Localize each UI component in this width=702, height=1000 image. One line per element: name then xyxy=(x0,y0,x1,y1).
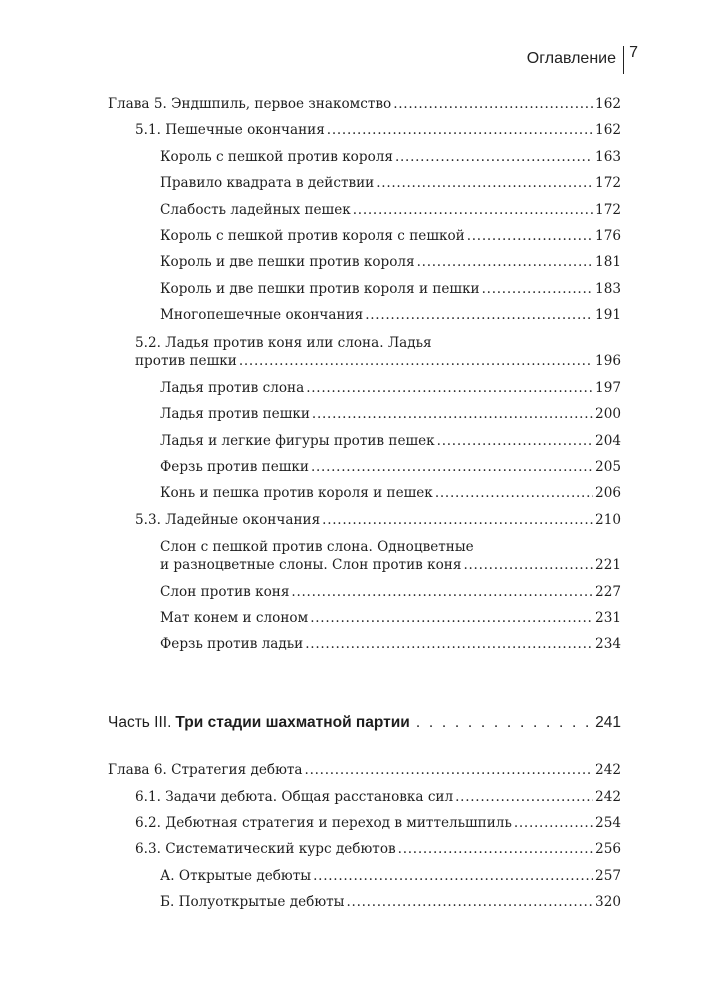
dot-leader xyxy=(514,815,593,832)
toc-entry-subsection[interactable] xyxy=(160,380,621,397)
dot-leader xyxy=(376,175,593,192)
toc-entry-page: 163 xyxy=(595,149,621,165)
toc-entry-subsection[interactable] xyxy=(160,254,621,271)
toc-entry-title: Конь и пешка против короля и пешек xyxy=(160,485,433,501)
toc-entry-subsection-line1[interactable]: Слон с пешкой против слона. Одноцветные xyxy=(160,539,474,555)
dot-leader xyxy=(306,380,593,397)
toc-entry-page: 241 xyxy=(595,714,621,731)
toc-entry-page: 183 xyxy=(595,281,621,297)
toc-entry-title: Король и две пешки против короля и пешки xyxy=(160,281,480,297)
dot-leader xyxy=(398,841,593,858)
toc-entry-title: Король с пешкой против короля с пешкой xyxy=(160,228,465,244)
toc-entry-title: Король с пешкой против короля xyxy=(160,149,393,165)
toc-entry-page: 204 xyxy=(595,433,621,449)
toc-entry-title: 5.3. Ладейные окончания xyxy=(135,512,321,528)
dot-leader xyxy=(311,459,593,476)
dot-leader xyxy=(365,307,593,324)
dot-leader xyxy=(305,762,594,779)
toc-entry-page: 234 xyxy=(595,636,621,652)
toc-entry-section[interactable] xyxy=(135,512,621,529)
toc-entry-page: 256 xyxy=(595,841,621,857)
toc-entry-page: 162 xyxy=(595,96,621,112)
toc-entry-subsection[interactable] xyxy=(160,636,621,653)
toc-entry-title: Слабость ладейных пешек xyxy=(160,202,351,218)
toc-entry-section[interactable] xyxy=(135,815,621,832)
toc-entry-page: 172 xyxy=(595,202,621,218)
toc-entry-title: Мат конем и слоном xyxy=(160,610,309,626)
toc-entry-page: 320 xyxy=(595,894,621,910)
toc-entry-title: 6.3. Систематический курс дебютов xyxy=(135,841,396,857)
dot-leader xyxy=(313,868,593,885)
toc-entry-title: Глава 5. Эндшпиль, первое знакомство xyxy=(108,96,392,112)
dot-leader xyxy=(353,202,593,219)
running-header xyxy=(527,44,624,74)
toc-entry-subsection[interactable] xyxy=(160,610,621,627)
toc-entry-title: Б. Полуоткрытые дебюты xyxy=(160,894,345,910)
dot-leader xyxy=(417,254,593,271)
toc-entry-title: Слон против коня xyxy=(160,584,290,600)
toc-entry-title: Ферзь против пешки xyxy=(160,459,309,475)
dot-leader xyxy=(322,512,593,529)
toc-entry-subsection[interactable] xyxy=(160,868,621,885)
toc-entry-page: 172 xyxy=(595,175,621,191)
dot-leader xyxy=(291,584,593,601)
toc-entry-section[interactable] xyxy=(135,789,621,806)
header-divider xyxy=(623,46,624,74)
dot-leader xyxy=(435,485,593,502)
toc-entry-subsection[interactable] xyxy=(160,894,621,911)
toc-entry-subsection[interactable] xyxy=(160,149,621,166)
toc-entry-page: 231 xyxy=(595,610,621,626)
toc-entry-page: 254 xyxy=(595,815,621,831)
dot-leader xyxy=(437,433,593,450)
dot-leader xyxy=(327,122,593,139)
dot-leader xyxy=(463,557,593,574)
dot-leader xyxy=(305,636,593,653)
dot-leader xyxy=(467,228,593,245)
toc-entry-page: 242 xyxy=(595,789,621,805)
toc-entry-chapter[interactable] xyxy=(108,96,621,113)
dot-leader xyxy=(347,894,594,911)
toc-entry-page: 196 xyxy=(595,353,621,369)
toc-entry-page: 162 xyxy=(595,122,621,138)
toc-entry-page: 221 xyxy=(595,557,621,573)
toc-entry-page: 210 xyxy=(595,512,621,528)
toc-entry-page: 227 xyxy=(595,584,621,600)
dot-leader xyxy=(239,353,593,370)
part-label: Часть III. xyxy=(108,714,172,731)
toc-entry-subsection[interactable] xyxy=(160,459,621,476)
toc-entry-chapter[interactable] xyxy=(108,762,621,779)
dot-leader xyxy=(312,406,593,423)
toc-entry-subsection[interactable] xyxy=(160,307,621,324)
dot-leader xyxy=(393,96,593,113)
page-number: 7 xyxy=(629,44,638,61)
toc-entry-section[interactable] xyxy=(135,122,621,139)
toc-entry-section[interactable] xyxy=(135,841,621,858)
toc-entry-title: Ладья против пешки xyxy=(160,406,310,422)
toc-entry-title: Многопешечные окончания xyxy=(160,307,364,323)
part-title: Три стадии шахматной партии xyxy=(175,714,410,731)
toc-entry-title: 6.1. Задачи дебюта. Общая расстановка сил xyxy=(135,789,454,805)
toc-entry-title: Ферзь против ладьи xyxy=(160,636,304,652)
toc-entry-subsection[interactable] xyxy=(160,485,621,502)
toc-entry-subsection[interactable] xyxy=(160,433,621,450)
toc-entry-title: Глава 6. Стратегия дебюта xyxy=(108,762,303,778)
toc-entry-title: 5.1. Пешечные окончания xyxy=(135,122,325,138)
toc-entry-title: Ладья и легкие фигуры против пешек xyxy=(160,433,435,449)
toc-entry-part[interactable] xyxy=(108,713,621,733)
toc-entry-page: 176 xyxy=(595,228,621,244)
toc-entry-title: Ладья против слона xyxy=(160,380,305,396)
toc-entry-title: 6.2. Дебютная стратегия и переход в миттельшпиль xyxy=(135,815,512,831)
toc-entry-title: А. Открытые дебюты xyxy=(160,868,312,884)
toc-entry-page: 197 xyxy=(595,380,621,396)
dot-leader xyxy=(395,149,593,166)
dot-leader xyxy=(455,789,593,806)
dot-leader xyxy=(416,713,591,733)
toc-entry-title: против пешки xyxy=(135,353,237,369)
toc-entry-section[interactable] xyxy=(135,353,621,370)
toc-entry-page: 205 xyxy=(595,459,621,475)
toc-entry-page: 257 xyxy=(595,868,621,884)
toc-entry-subsection[interactable] xyxy=(160,175,621,192)
toc-entry-page: 242 xyxy=(595,762,621,778)
toc-entry-subsection[interactable] xyxy=(160,228,621,245)
toc-entry-page: 200 xyxy=(595,406,621,422)
toc-entry-page: 206 xyxy=(595,485,621,501)
dot-leader xyxy=(482,281,593,298)
toc-entry-subsection[interactable] xyxy=(160,281,621,298)
dot-leader xyxy=(310,610,593,627)
toc-entry-page: 191 xyxy=(595,307,621,323)
running-header-title: Оглавление xyxy=(526,50,616,67)
toc-entry-subsection[interactable] xyxy=(160,584,621,601)
toc-entry-title: Король и две пешки против короля xyxy=(160,254,415,270)
toc-entry-subsection[interactable] xyxy=(160,406,621,423)
toc-entry-subsection[interactable] xyxy=(160,557,621,574)
toc-entry-page: 181 xyxy=(595,254,621,270)
toc-entry-section-line1[interactable]: 5.2. Ладья против коня или слона. Ладья xyxy=(135,335,432,351)
toc-entry-title: и разноцветные слоны. Слон против коня xyxy=(160,557,462,573)
toc-entry-subsection[interactable] xyxy=(160,202,621,219)
toc-entry-title: Правило квадрата в действии xyxy=(160,175,375,191)
